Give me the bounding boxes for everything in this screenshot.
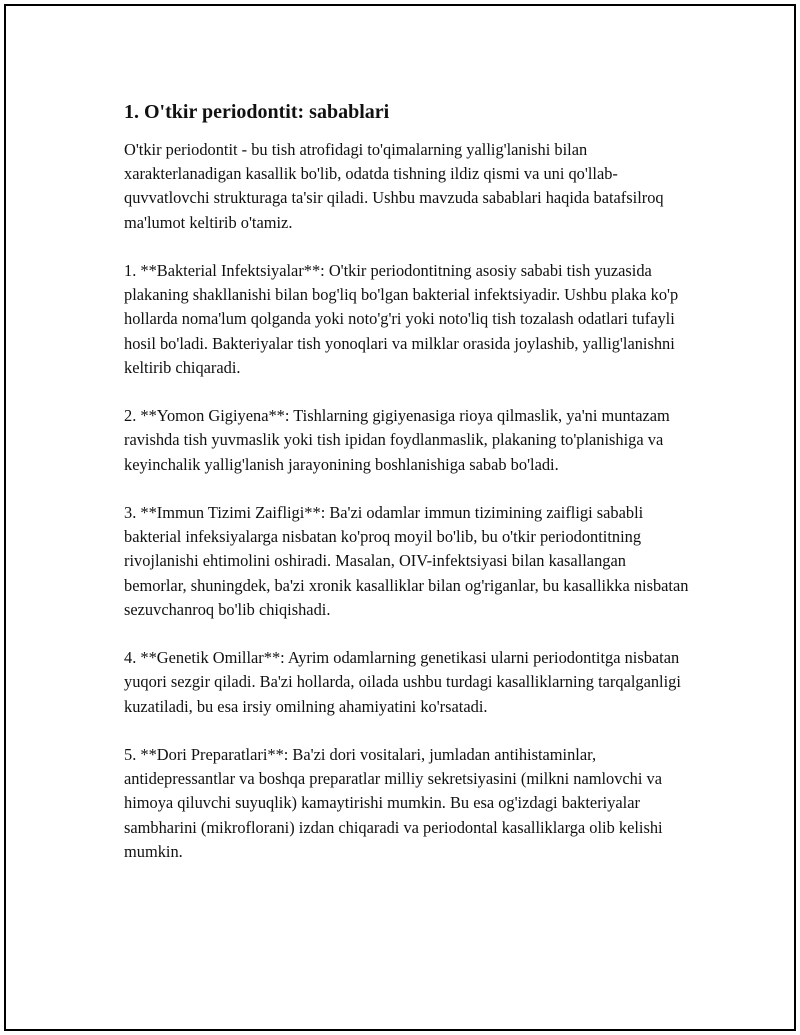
cause-medications: 5. **Dori Preparatlari**: Ba'zi dori vositalari, jumladan antihistaminlar, antidepressantlar va boshqa preparatlar milliy sekretsiyasini (milkni namlovchi va himoya qiluvchi suyuqlik) kamaytirishi mumkin. Bu esa og'izdagi bakteriyalar sambharini (mikroflorani) izdan chiqaradi va periodontal kasalliklarga olib kelishi mumkin. [124, 745, 663, 861]
cause-genetic-factors: 4. **Genetik Omillar**: Ayrim odamlarning genetikasi ularni periodontitga nisbatan yuqori sezgir qiladi. Ba'zi hollarda, oilada ushbu turdagi kasalliklarning tarqalganligi kuzatiladi, bu esa irsiy omilning ahamiyatini ko'rsatadi. [124, 648, 681, 716]
document-body [120, 98, 692, 888]
document-title: 1. O'tkir periodontit: sabablari [124, 101, 390, 123]
cause-poor-hygiene: 2. **Yomon Gigiyena**: Tishlarning gigiyenasiga rioya qilmaslik, ya'ni muntazam ravishda tish yuvmaslik yoki tish ipidan foydlanmaslik, plakaning to'planishiga va keyinchalik yallig'lanish jarayonining boshlanishiga sabab bo'ladi. [124, 406, 670, 474]
cause-immune-weakness: 3. **Immun Tizimi Zaifligi**: Ba'zi odamlar immun tizimining zaifligi sababli bakterial infeksiyalarga nisbatan ko'proq moyil bo'lib, bu o'tkir periodontitning rivojlanishi ehtimolini oshiradi. Masalan, OIV-infektsiyasi bilan kasallangan bemorlar, shuningdek, ba'zi xronik kasalliklar bilan og'riganlar, bu kasallikka nisbatan sezuvchanroq bo'lib chiqishadi. [124, 503, 689, 619]
page-frame [4, 4, 796, 1031]
intro-paragraph: O'tkir periodontit - bu tish atrofidagi to'qimalarning yallig'lanishi bilan xarakterlanadigan kasallik bo'lib, odatda tishning ildiz qismi va uni qo'llab-quvvatlovchi strukturaga ta'sir qiladi. Ushbu mavzuda sabablari haqida batafsilroq ma'lumot keltirib o'tamiz. [124, 140, 664, 232]
cause-bacterial-infections: 1. **Bakterial Infektsiyalar**: O'tkir periodontitning asosiy sababi tish yuzasida plakaning shakllanishi bilan bog'liq bo'lgan bakterial infektsiyadir. Ushbu plaka ko'p hollarda noma'lum qolganda yoki noto'g'ri yoki noto'liq tish tozalash odatlari tufayli hosil bo'ladi. Bakteriyalar tish yonoqlari va milklar orasida joylashib, yallig'lanishni keltirib chiqaradi. [124, 261, 679, 377]
